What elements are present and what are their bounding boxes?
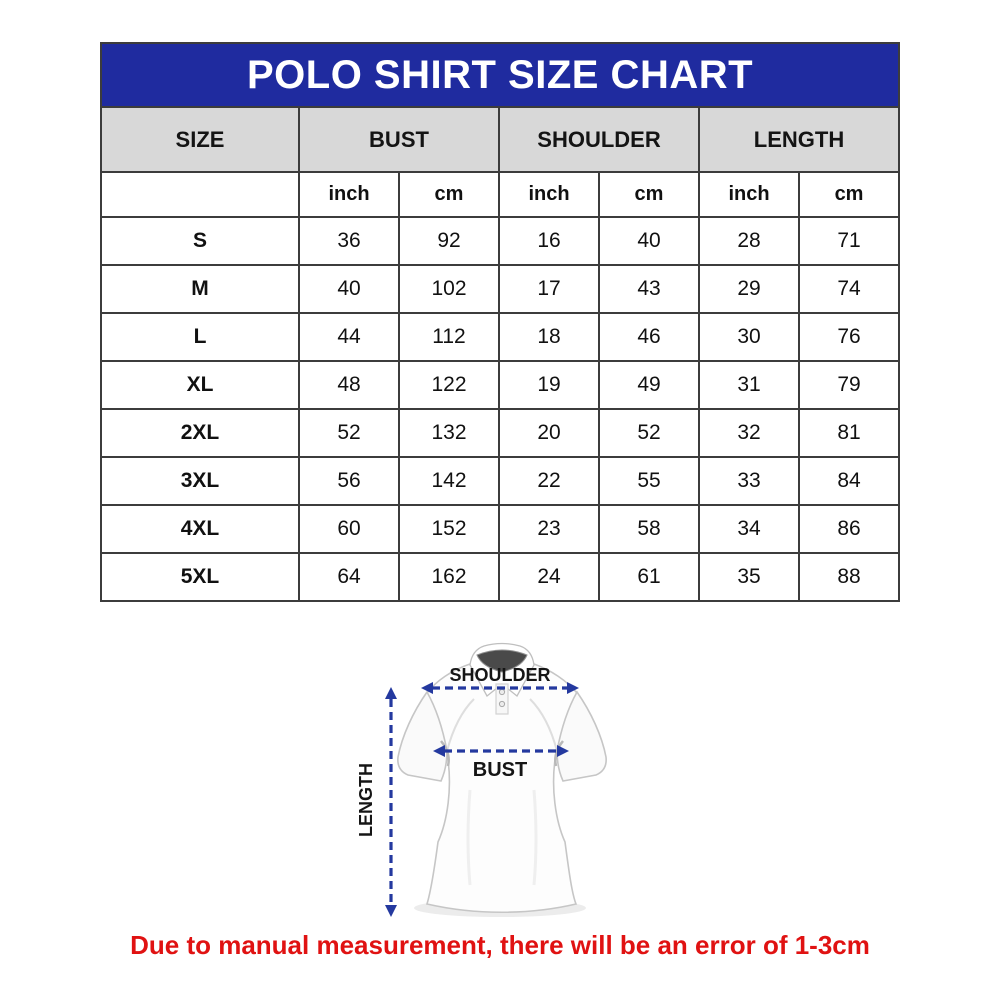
value-cell: 40 xyxy=(599,217,699,265)
value-cell: 18 xyxy=(499,313,599,361)
value-cell: 32 xyxy=(699,409,799,457)
value-cell: 86 xyxy=(799,505,899,553)
col-header-shoulder: SHOULDER xyxy=(499,107,699,172)
value-cell: 43 xyxy=(599,265,699,313)
value-cell: 56 xyxy=(299,457,399,505)
unit-header-row xyxy=(101,172,899,217)
value-cell: 76 xyxy=(799,313,899,361)
page-title: POLO SHIRT SIZE CHART xyxy=(101,43,899,107)
value-cell: 17 xyxy=(499,265,599,313)
value-cell: 46 xyxy=(599,313,699,361)
value-cell: 55 xyxy=(599,457,699,505)
col-header-bust: BUST xyxy=(299,107,499,172)
button-top xyxy=(499,689,504,694)
table-row xyxy=(101,313,899,361)
value-cell: 40 xyxy=(299,265,399,313)
col-header-size: SIZE xyxy=(101,107,299,172)
size-cell: XL xyxy=(101,361,299,409)
value-cell: 61 xyxy=(599,553,699,601)
value-cell: 52 xyxy=(599,409,699,457)
value-cell: 74 xyxy=(799,265,899,313)
size-cell: 2XL xyxy=(101,409,299,457)
unit-shoulder-inch: inch xyxy=(499,172,599,217)
value-cell: 34 xyxy=(699,505,799,553)
length-arrowhead-bottom xyxy=(385,905,397,917)
size-cell: 5XL xyxy=(101,553,299,601)
value-cell: 23 xyxy=(499,505,599,553)
value-cell: 28 xyxy=(699,217,799,265)
unit-shoulder-cm: cm xyxy=(599,172,699,217)
value-cell: 30 xyxy=(699,313,799,361)
value-cell: 31 xyxy=(699,361,799,409)
table-row xyxy=(101,361,899,409)
size-cell: L xyxy=(101,313,299,361)
size-chart-table xyxy=(100,42,900,602)
value-cell: 79 xyxy=(799,361,899,409)
value-cell: 60 xyxy=(299,505,399,553)
value-cell: 152 xyxy=(399,505,499,553)
value-cell: 102 xyxy=(399,265,499,313)
length-arrowhead-top xyxy=(385,687,397,699)
button-bottom xyxy=(499,701,504,706)
value-cell: 19 xyxy=(499,361,599,409)
group-header-row xyxy=(101,107,899,172)
shoulder-label: SHOULDER xyxy=(449,665,551,685)
bust-label: BUST xyxy=(472,759,528,781)
table-row xyxy=(101,457,899,505)
table-row xyxy=(101,409,899,457)
table-row xyxy=(101,265,899,313)
value-cell: 16 xyxy=(499,217,599,265)
value-cell: 162 xyxy=(399,553,499,601)
title-row xyxy=(101,43,899,107)
unit-length-inch: inch xyxy=(699,172,799,217)
size-cell: M xyxy=(101,265,299,313)
value-cell: 22 xyxy=(499,457,599,505)
value-cell: 24 xyxy=(499,553,599,601)
length-label: LENGTH xyxy=(356,763,376,837)
value-cell: 71 xyxy=(799,217,899,265)
unit-length-cm: cm xyxy=(799,172,899,217)
unit-bust-inch: inch xyxy=(299,172,399,217)
size-table-rows xyxy=(101,217,899,601)
value-cell: 52 xyxy=(299,409,399,457)
table-row xyxy=(101,553,899,601)
size-cell: 4XL xyxy=(101,505,299,553)
size-cell: 3XL xyxy=(101,457,299,505)
value-cell: 49 xyxy=(599,361,699,409)
size-cell: S xyxy=(101,217,299,265)
value-cell: 142 xyxy=(399,457,499,505)
unit-bust-cm: cm xyxy=(399,172,499,217)
value-cell: 33 xyxy=(699,457,799,505)
value-cell: 122 xyxy=(399,361,499,409)
value-cell: 35 xyxy=(699,553,799,601)
value-cell: 58 xyxy=(599,505,699,553)
table-row xyxy=(101,505,899,553)
col-header-length: LENGTH xyxy=(699,107,899,172)
value-cell: 20 xyxy=(499,409,599,457)
value-cell: 112 xyxy=(399,313,499,361)
value-cell: 88 xyxy=(799,553,899,601)
table-row xyxy=(101,217,899,265)
value-cell: 132 xyxy=(399,409,499,457)
value-cell: 81 xyxy=(799,409,899,457)
measurement-note: Due to manual measurement, there will be an error of 1-3cm xyxy=(130,930,870,960)
value-cell: 29 xyxy=(699,265,799,313)
unit-cell-empty xyxy=(101,172,299,217)
value-cell: 36 xyxy=(299,217,399,265)
value-cell: 44 xyxy=(299,313,399,361)
value-cell: 48 xyxy=(299,361,399,409)
value-cell: 64 xyxy=(299,553,399,601)
value-cell: 92 xyxy=(399,217,499,265)
value-cell: 84 xyxy=(799,457,899,505)
